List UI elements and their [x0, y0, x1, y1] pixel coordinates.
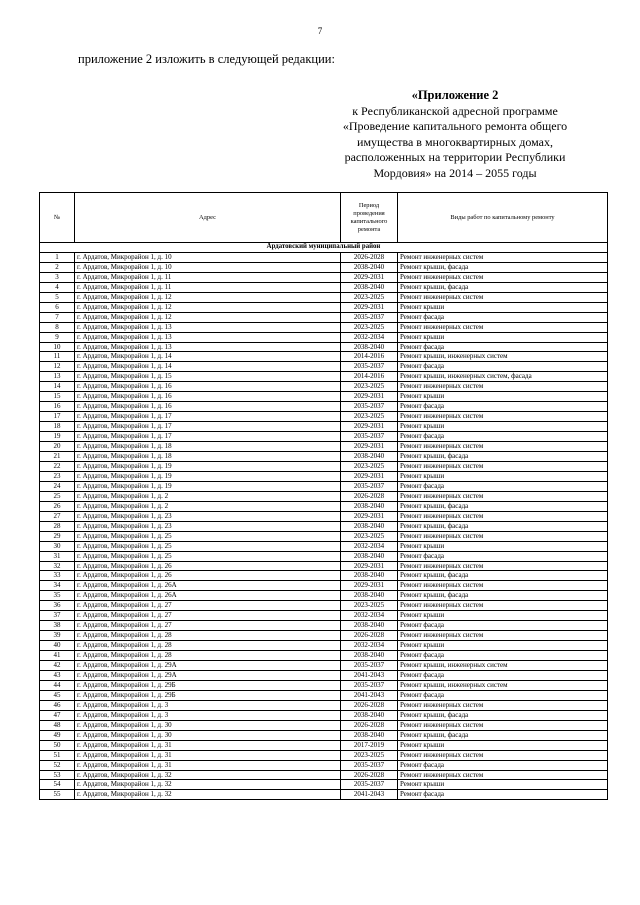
row-period: 2041-2043: [341, 690, 398, 700]
row-works: Ремонт фасада: [398, 551, 608, 561]
row-works: Ремонт инженерных систем: [398, 700, 608, 710]
row-period: 2023-2025: [341, 412, 398, 422]
row-period: 2026-2028: [341, 720, 398, 730]
row-works: Ремонт крыши, фасада: [398, 521, 608, 531]
row-address: г. Ардатов, Микрорайон 1, д. 23: [75, 521, 341, 531]
row-period: 2029-2031: [341, 471, 398, 481]
row-address: г. Ардатов, Микрорайон 1, д. 17: [75, 422, 341, 432]
row-works: Ремонт крыши: [398, 392, 608, 402]
row-address: г. Ардатов, Микрорайон 1, д. 29Б: [75, 680, 341, 690]
district-name: Ардатовский муниципальный район: [40, 243, 608, 253]
row-period: 2038-2040: [341, 551, 398, 561]
row-works: Ремонт крыши, инженерных систем: [398, 661, 608, 671]
row-works: Ремонт фасада: [398, 342, 608, 352]
table-row: [40, 282, 608, 292]
row-address: г. Ардатов, Микрорайон 1, д. 13: [75, 322, 341, 332]
row-period: 2026-2028: [341, 631, 398, 641]
row-period: 2035-2037: [341, 481, 398, 491]
row-period: 2035-2037: [341, 680, 398, 690]
row-works: Ремонт фасада: [398, 790, 608, 800]
row-number: 31: [40, 551, 75, 561]
table-row: [40, 432, 608, 442]
row-works: Ремонт фасада: [398, 760, 608, 770]
row-works: Ремонт крыши: [398, 740, 608, 750]
row-address: г. Ардатов, Микрорайон 1, д. 25: [75, 541, 341, 551]
row-address: г. Ардатов, Микрорайон 1, д. 3: [75, 710, 341, 720]
row-number: 38: [40, 621, 75, 631]
row-number: 14: [40, 382, 75, 392]
table-row: [40, 651, 608, 661]
row-number: 26: [40, 501, 75, 511]
row-period: 2035-2037: [341, 402, 398, 412]
row-works: Ремонт крыши, инженерных систем: [398, 352, 608, 362]
row-number: 40: [40, 641, 75, 651]
row-number: 25: [40, 491, 75, 501]
table-row: [40, 511, 608, 521]
row-period: 2038-2040: [341, 730, 398, 740]
row-period: 2023-2025: [341, 382, 398, 392]
row-period: 2032-2034: [341, 641, 398, 651]
row-works: Ремонт крыши: [398, 780, 608, 790]
table-row: [40, 750, 608, 760]
row-number: 21: [40, 452, 75, 462]
row-works: Ремонт крыши, фасада: [398, 282, 608, 292]
header-period-line: ремонта: [357, 225, 381, 233]
row-period: 2023-2025: [341, 601, 398, 611]
row-number: 5: [40, 292, 75, 302]
row-works: Ремонт инженерных систем: [398, 491, 608, 501]
row-period: 2029-2031: [341, 442, 398, 452]
row-works: Ремонт инженерных систем: [398, 531, 608, 541]
row-works: Ремонт крыши, фасада: [398, 710, 608, 720]
row-number: 52: [40, 760, 75, 770]
row-address: г. Ардатов, Микрорайон 1, д. 3: [75, 700, 341, 710]
row-number: 54: [40, 780, 75, 790]
table-row: [40, 252, 608, 262]
row-address: г. Ардатов, Микрорайон 1, д. 12: [75, 302, 341, 312]
row-address: г. Ардатов, Микрорайон 1, д. 26: [75, 561, 341, 571]
row-number: 43: [40, 670, 75, 680]
table-row: [40, 292, 608, 302]
row-number: 47: [40, 710, 75, 720]
row-period: 2017-2019: [341, 740, 398, 750]
row-period: 2038-2040: [341, 571, 398, 581]
table-row: [40, 452, 608, 462]
row-period: 2035-2037: [341, 760, 398, 770]
row-address: г. Ардатов, Микрорайон 1, д. 27: [75, 611, 341, 621]
row-works: Ремонт инженерных систем: [398, 442, 608, 452]
row-number: 17: [40, 412, 75, 422]
row-period: 2035-2037: [341, 432, 398, 442]
row-number: 20: [40, 442, 75, 452]
row-address: г. Ардатов, Микрорайон 1, д. 28: [75, 651, 341, 661]
row-address: г. Ардатов, Микрорайон 1, д. 30: [75, 720, 341, 730]
row-period: 2026-2028: [341, 491, 398, 501]
row-number: 7: [40, 312, 75, 322]
row-address: г. Ардатов, Микрорайон 1, д. 31: [75, 740, 341, 750]
row-number: 32: [40, 561, 75, 571]
row-works: Ремонт фасада: [398, 481, 608, 491]
row-address: г. Ардатов, Микрорайон 1, д. 15: [75, 372, 341, 382]
row-works: Ремонт инженерных систем: [398, 412, 608, 422]
table-row: [40, 571, 608, 581]
row-works: Ремонт фасада: [398, 621, 608, 631]
row-number: 18: [40, 422, 75, 432]
row-address: г. Ардатов, Микрорайон 1, д. 26А: [75, 591, 341, 601]
row-period: 2032-2034: [341, 611, 398, 621]
intro-text: приложение 2 изложить в следующей редакции:: [78, 52, 335, 66]
row-works: Ремонт крыши, фасада: [398, 452, 608, 462]
row-period: 2038-2040: [341, 521, 398, 531]
row-address: г. Ардатов, Микрорайон 1, д. 32: [75, 770, 341, 780]
district-row: [40, 243, 608, 253]
row-address: г. Ардатов, Микрорайон 1, д. 31: [75, 750, 341, 760]
table-row: [40, 541, 608, 551]
row-works: Ремонт инженерных систем: [398, 382, 608, 392]
row-works: Ремонт инженерных систем: [398, 461, 608, 471]
row-number: 41: [40, 651, 75, 661]
table-row: [40, 332, 608, 342]
row-works: Ремонт инженерных систем: [398, 511, 608, 521]
row-number: 23: [40, 471, 75, 481]
appendix-line: расположенных на территории Республики: [344, 150, 566, 164]
row-address: г. Ардатов, Микрорайон 1, д. 14: [75, 352, 341, 362]
row-address: г. Ардатов, Микрорайон 1, д. 13: [75, 342, 341, 352]
header-period-line: Период: [358, 201, 380, 209]
row-number: 46: [40, 700, 75, 710]
row-works: Ремонт фасада: [398, 690, 608, 700]
row-address: г. Ардатов, Микрорайон 1, д. 16: [75, 392, 341, 402]
table-row: [40, 720, 608, 730]
row-address: г. Ардатов, Микрорайон 1, д. 30: [75, 730, 341, 740]
row-number: 11: [40, 352, 75, 362]
row-number: 42: [40, 661, 75, 671]
row-period: 2038-2040: [341, 282, 398, 292]
table-row: [40, 461, 608, 471]
row-period: 2038-2040: [341, 710, 398, 720]
row-works: Ремонт крыши: [398, 302, 608, 312]
row-works: Ремонт фасада: [398, 670, 608, 680]
row-works: Ремонт крыши: [398, 541, 608, 551]
row-number: 8: [40, 322, 75, 332]
row-period: 2029-2031: [341, 422, 398, 432]
row-works: Ремонт инженерных систем: [398, 750, 608, 760]
row-period: 2035-2037: [341, 312, 398, 322]
table-row: [40, 402, 608, 412]
row-address: г. Ардатов, Микрорайон 1, д. 12: [75, 312, 341, 322]
table-row: [40, 501, 608, 511]
row-works: Ремонт инженерных систем: [398, 252, 608, 262]
table-row: [40, 422, 608, 432]
row-period: 2029-2031: [341, 511, 398, 521]
row-period: 2038-2040: [341, 452, 398, 462]
row-works: Ремонт крыши, фасада: [398, 591, 608, 601]
table-row: [40, 322, 608, 332]
row-works: Ремонт инженерных систем: [398, 292, 608, 302]
header-period: [341, 193, 398, 243]
row-period: 2041-2043: [341, 670, 398, 680]
appendix-title: «Приложение 2: [411, 88, 499, 102]
row-works: Ремонт фасада: [398, 651, 608, 661]
row-address: г. Ардатов, Микрорайон 1, д. 26А: [75, 581, 341, 591]
table-row: [40, 531, 608, 541]
row-period: 2035-2037: [341, 661, 398, 671]
table-row: [40, 700, 608, 710]
row-address: г. Ардатов, Микрорайон 1, д. 18: [75, 442, 341, 452]
table-row: [40, 471, 608, 481]
row-period: 2035-2037: [341, 780, 398, 790]
appendix-line: «Проведение капитального ремонта общего: [342, 119, 568, 133]
table-row: [40, 680, 608, 690]
row-number: 45: [40, 690, 75, 700]
appendix-heading: [300, 88, 610, 181]
row-period: 2023-2025: [341, 322, 398, 332]
row-works: Ремонт крыши, фасада: [398, 501, 608, 511]
table-row: [40, 521, 608, 531]
row-number: 15: [40, 392, 75, 402]
table-row: [40, 272, 608, 282]
row-period: 2023-2025: [341, 750, 398, 760]
table-row: [40, 581, 608, 591]
row-period: 2029-2031: [341, 302, 398, 312]
row-address: г. Ардатов, Микрорайон 1, д. 25: [75, 551, 341, 561]
row-number: 2: [40, 262, 75, 272]
row-address: г. Ардатов, Микрорайон 1, д. 2: [75, 501, 341, 511]
row-address: г. Ардатов, Микрорайон 1, д. 29Б: [75, 690, 341, 700]
row-address: г. Ардатов, Микрорайон 1, д. 14: [75, 362, 341, 372]
row-period: 2014-2016: [341, 372, 398, 382]
row-works: Ремонт инженерных систем: [398, 272, 608, 282]
table-row: [40, 352, 608, 362]
row-period: 2023-2025: [341, 461, 398, 471]
row-number: 9: [40, 332, 75, 342]
table-row: [40, 710, 608, 720]
row-number: 12: [40, 362, 75, 372]
row-period: 2032-2034: [341, 541, 398, 551]
table-row: [40, 262, 608, 272]
table-row: [40, 770, 608, 780]
row-address: г. Ардатов, Микрорайон 1, д. 25: [75, 531, 341, 541]
row-number: 51: [40, 750, 75, 760]
row-period: 2026-2028: [341, 700, 398, 710]
row-address: г. Ардатов, Микрорайон 1, д. 31: [75, 760, 341, 770]
row-period: 2029-2031: [341, 581, 398, 591]
header-works: Виды работ по капитальному ремонту: [398, 193, 608, 243]
row-works: Ремонт крыши: [398, 422, 608, 432]
row-address: г. Ардатов, Микрорайон 1, д. 23: [75, 511, 341, 521]
row-number: 44: [40, 680, 75, 690]
row-number: 6: [40, 302, 75, 312]
row-address: г. Ардатов, Микрорайон 1, д. 19: [75, 461, 341, 471]
row-address: г. Ардатов, Микрорайон 1, д. 16: [75, 382, 341, 392]
row-address: г. Ардатов, Микрорайон 1, д. 10: [75, 252, 341, 262]
appendix-line: имущества в многоквартирных домах,: [357, 134, 553, 149]
row-address: г. Ардатов, Микрорайон 1, д. 16: [75, 402, 341, 412]
row-period: 2038-2040: [341, 262, 398, 272]
row-period: 2032-2034: [341, 332, 398, 342]
row-number: 36: [40, 601, 75, 611]
table-row: [40, 690, 608, 700]
row-period: 2038-2040: [341, 621, 398, 631]
row-period: 2026-2028: [341, 252, 398, 262]
row-works: Ремонт инженерных систем: [398, 770, 608, 780]
table-row: [40, 372, 608, 382]
row-number: 27: [40, 511, 75, 521]
row-address: г. Ардатов, Микрорайон 1, д. 27: [75, 621, 341, 631]
row-number: 50: [40, 740, 75, 750]
row-works: Ремонт крыши, фасада: [398, 730, 608, 740]
row-period: 2023-2025: [341, 292, 398, 302]
row-works: Ремонт крыши, инженерных систем, фасада: [398, 372, 608, 382]
row-works: Ремонт крыши: [398, 471, 608, 481]
row-number: 53: [40, 770, 75, 780]
row-address: г. Ардатов, Микрорайон 1, д. 13: [75, 332, 341, 342]
table-row: [40, 641, 608, 651]
row-works: Ремонт крыши: [398, 332, 608, 342]
row-number: 49: [40, 730, 75, 740]
table-row: [40, 551, 608, 561]
row-works: Ремонт крыши, фасада: [398, 571, 608, 581]
row-address: г. Ардатов, Микрорайон 1, д. 11: [75, 272, 341, 282]
row-address: г. Ардатов, Микрорайон 1, д. 19: [75, 471, 341, 481]
row-number: 16: [40, 402, 75, 412]
table-row: [40, 670, 608, 680]
table-row: [40, 780, 608, 790]
table-row: [40, 412, 608, 422]
table-row: [40, 611, 608, 621]
table-row: [40, 342, 608, 352]
header-period-line: проведения: [353, 209, 385, 217]
row-works: Ремонт фасада: [398, 362, 608, 372]
row-number: 48: [40, 720, 75, 730]
row-address: г. Ардатов, Микрорайон 1, д. 2: [75, 491, 341, 501]
row-works: Ремонт инженерных систем: [398, 561, 608, 571]
row-address: г. Ардатов, Микрорайон 1, д. 29А: [75, 661, 341, 671]
row-number: 19: [40, 432, 75, 442]
row-number: 1: [40, 252, 75, 262]
table-row: [40, 481, 608, 491]
table-row: [40, 790, 608, 800]
row-works: Ремонт крыши: [398, 641, 608, 651]
table-row: [40, 631, 608, 641]
table-row: [40, 302, 608, 312]
header-number: №: [40, 193, 75, 243]
row-period: 2026-2028: [341, 770, 398, 780]
table-row: [40, 760, 608, 770]
header-period-line: капитального: [350, 217, 388, 225]
row-number: 33: [40, 571, 75, 581]
row-number: 28: [40, 521, 75, 531]
row-address: г. Ардатов, Микрорайон 1, д. 26: [75, 571, 341, 581]
row-period: 2014-2016: [341, 352, 398, 362]
table-row: [40, 362, 608, 372]
row-address: г. Ардатов, Микрорайон 1, д. 18: [75, 452, 341, 462]
row-number: 30: [40, 541, 75, 551]
row-number: 55: [40, 790, 75, 800]
row-period: 2038-2040: [341, 591, 398, 601]
row-address: г. Ардатов, Микрорайон 1, д. 17: [75, 412, 341, 422]
row-works: Ремонт фасада: [398, 432, 608, 442]
row-period: 2038-2040: [341, 501, 398, 511]
row-address: г. Ардатов, Микрорайон 1, д. 28: [75, 631, 341, 641]
row-works: Ремонт крыши: [398, 611, 608, 621]
header-address: Адрес: [75, 193, 341, 243]
row-period: 2029-2031: [341, 561, 398, 571]
row-number: 39: [40, 631, 75, 641]
row-number: 10: [40, 342, 75, 352]
row-number: 34: [40, 581, 75, 591]
table-header-row: [40, 193, 608, 243]
row-period: 2023-2025: [341, 531, 398, 541]
row-works: Ремонт инженерных систем: [398, 322, 608, 332]
appendix-line: к Республиканской адресной программе: [352, 103, 558, 118]
row-period: 2029-2031: [341, 272, 398, 282]
row-address: г. Ардатов, Микрорайон 1, д. 32: [75, 790, 341, 800]
row-number: 22: [40, 461, 75, 471]
row-number: 37: [40, 611, 75, 621]
row-works: Ремонт инженерных систем: [398, 720, 608, 730]
row-period: 2029-2031: [341, 392, 398, 402]
row-address: г. Ардатов, Микрорайон 1, д. 10: [75, 262, 341, 272]
row-period: 2038-2040: [341, 651, 398, 661]
table-row: [40, 621, 608, 631]
row-address: г. Ардатов, Микрорайон 1, д. 11: [75, 282, 341, 292]
table-row: [40, 442, 608, 452]
row-address: г. Ардатов, Микрорайон 1, д. 28: [75, 641, 341, 651]
row-number: 3: [40, 272, 75, 282]
table-row: [40, 661, 608, 671]
row-works: Ремонт фасада: [398, 312, 608, 322]
row-works: Ремонт крыши, инженерных систем: [398, 680, 608, 690]
row-works: Ремонт инженерных систем: [398, 601, 608, 611]
row-number: 35: [40, 591, 75, 601]
repair-program-table: [39, 192, 608, 800]
row-works: Ремонт инженерных систем: [398, 631, 608, 641]
row-address: г. Ардатов, Микрорайон 1, д. 17: [75, 432, 341, 442]
table-row: [40, 382, 608, 392]
row-address: г. Ардатов, Микрорайон 1, д. 29А: [75, 670, 341, 680]
row-works: Ремонт инженерных систем: [398, 581, 608, 591]
appendix-line: Мордовия» на 2014 – 2055 годы: [373, 165, 537, 180]
row-address: г. Ардатов, Микрорайон 1, д. 32: [75, 780, 341, 790]
row-address: г. Ардатов, Микрорайон 1, д. 12: [75, 292, 341, 302]
row-number: 24: [40, 481, 75, 491]
table-row: [40, 561, 608, 571]
table-row: [40, 730, 608, 740]
row-works: Ремонт фасада: [398, 402, 608, 412]
table-row: [40, 591, 608, 601]
row-period: 2038-2040: [341, 342, 398, 352]
row-number: 4: [40, 282, 75, 292]
row-address: г. Ардатов, Микрорайон 1, д. 19: [75, 481, 341, 491]
table-row: [40, 312, 608, 322]
row-period: 2041-2043: [341, 790, 398, 800]
row-period: 2035-2037: [341, 362, 398, 372]
row-address: г. Ардатов, Микрорайон 1, д. 27: [75, 601, 341, 611]
table-row: [40, 601, 608, 611]
row-works: Ремонт крыши, фасада: [398, 262, 608, 272]
row-number: 29: [40, 531, 75, 541]
table-row: [40, 740, 608, 750]
page-number: 7: [317, 26, 323, 36]
table-row: [40, 491, 608, 501]
table-row: [40, 392, 608, 402]
row-number: 13: [40, 372, 75, 382]
